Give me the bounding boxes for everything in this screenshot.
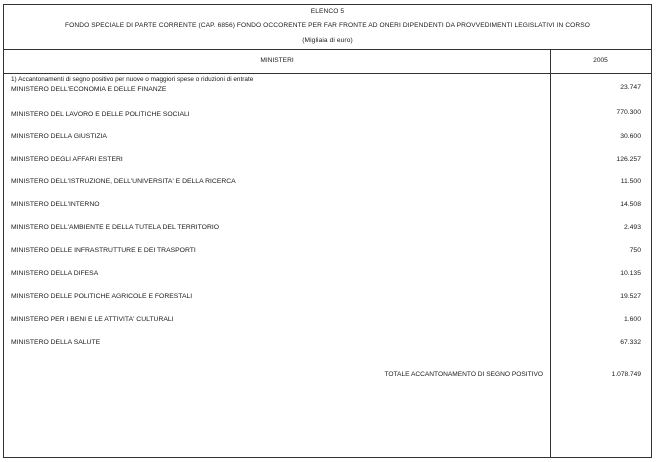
ministry-value: 30.600 [620,133,641,140]
total-value: 1.078.749 [611,371,641,378]
ministry-value: 2.493 [623,224,641,231]
document-header [4,5,651,50]
ministry-value: 19.527 [620,293,641,300]
ministry-name: MINISTERO DELLE POLITICHE AGRICOLE E FORESTALI [11,293,193,300]
table-row [4,111,651,123]
table-row [4,339,651,351]
ministry-value: 750 [629,247,641,254]
ministry-value: 23.747 [620,84,641,91]
unit-label: (Migliaia di euro) [302,37,353,44]
document-table [3,4,652,458]
ministry-value: 126.257 [616,156,641,163]
table-row [4,86,651,98]
table-row [4,201,651,213]
table-row [4,224,651,236]
ministry-name: MINISTERO DELL'AMBIENTE E DELLA TUTELA DEL TERRITORIO [11,224,220,231]
ministry-name: MINISTERO DELL'ISTRUZIONE, DELL'UNIVERSITA' E DELLA RICERCA [11,178,236,185]
table-row [4,247,651,259]
ministry-value: 67.332 [620,339,641,346]
table-row [4,293,651,305]
section-note: 1) Accantonamenti di segno positivo per nuove o maggiori spese o riduzioni di entrate [11,76,254,83]
ministry-name: MINISTERO PER I BENI E LE ATTIVITA' CULTURALI [11,316,174,323]
table-row [4,156,651,168]
total-label: TOTALE ACCANTONAMENTO DI SEGNO POSITIVO [384,371,543,378]
table-row [4,270,651,282]
ministeri-column-header: MINISTERI [260,57,294,64]
ministry-name: MINISTERO DELLA GIUSTIZIA [11,133,107,140]
table-row [4,133,651,145]
fund-title: FONDO SPECIALE DI PARTE CORRENTE (CAP. 6856) FONDO OCCORENTE PER FAR FRONTE AD ONERI DIPENDENTI DA PROVVEDIMENTI LEGISLATIVI IN CORSO [64,22,590,29]
table-row [4,178,651,190]
ministry-value: 14.508 [620,201,641,208]
ministry-name: MINISTERO DELL'INTERNO [11,201,100,208]
year-column-header: 2005 [593,57,608,64]
ministry-value: 10.135 [620,270,641,277]
table-row [4,316,651,328]
ministry-value: 1.600 [623,316,641,323]
ministry-name: MINISTERO DEGLI AFFARI ESTERI [11,156,123,163]
ministry-name: MINISTERO DELL'ECONOMIA E DELLE FINANZE [11,86,167,93]
column-header-row [4,50,651,74]
ministry-value: 770.300 [616,109,641,116]
ministry-name: MINISTERO DELLA SALUTE [11,339,101,346]
ministry-name: MINISTERO DELLA DIFESA [11,270,99,277]
elenco-label: ELENCO 5 [310,8,345,15]
ministry-value: 11.500 [620,178,641,185]
ministry-name: MINISTERO DELLE INFRASTRUTTURE E DEI TRASPORTI [11,247,196,254]
ministry-name: MINISTERO DEL LAVORO E DELLE POLITICHE SOCIALI [11,111,190,118]
